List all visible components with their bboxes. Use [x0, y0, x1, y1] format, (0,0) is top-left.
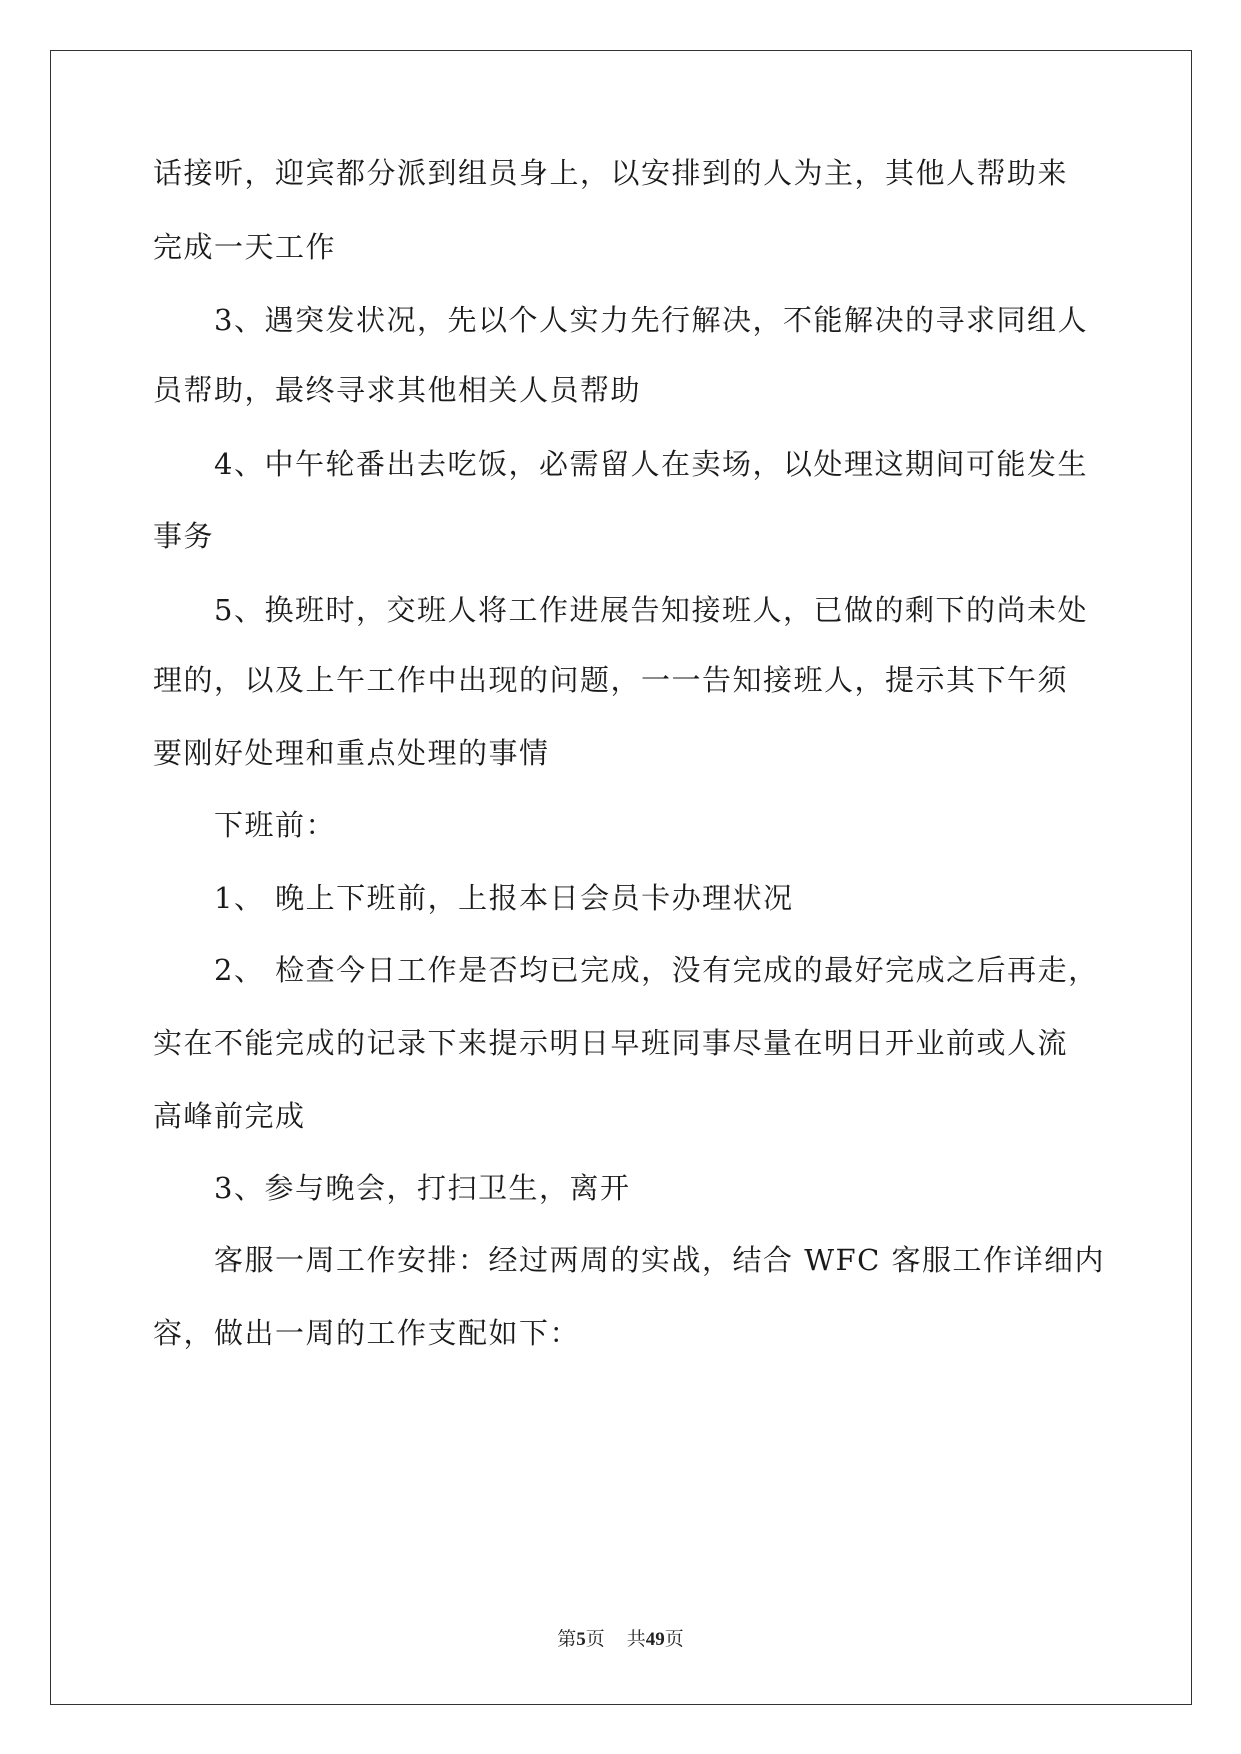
paragraph-line: 3、遇突发状况，先以个人实力先行解决，不能解决的寻求同组人 — [214, 303, 1088, 337]
footer-total-suffix: 页 — [664, 1629, 684, 1650]
text-line: 高峰前完成 — [153, 1099, 306, 1133]
text-line: 理的，以及上午工作中出现的问题，一一告知接班人，提示其下午须 — [153, 663, 1069, 697]
page-number: 5 — [576, 1629, 586, 1650]
text-line: 实在不能完成的记录下来提示明日早班同事尽量在明日开业前或人流 — [153, 1026, 1069, 1060]
text-line: 容，做出一周的工作支配如下： — [153, 1316, 581, 1350]
footer-page-suffix: 页 — [585, 1629, 605, 1650]
section-heading: 下班前： — [214, 808, 337, 842]
footer-total-prefix: 共 — [626, 1629, 646, 1650]
text-line: 话接听，迎宾都分派到组员身上，以安排到的人为主，其他人帮助来 — [153, 156, 1069, 190]
footer-prefix: 第 — [557, 1629, 577, 1650]
paragraph-line: 4、中午轮番出去吃饭，必需留人在卖场，以处理这期间可能发生 — [214, 447, 1088, 481]
text-line: 要刚好处理和重点处理的事情 — [153, 736, 550, 770]
page-footer — [0, 1628, 1241, 1652]
text-line: 员帮助，最终寻求其他相关人员帮助 — [153, 373, 642, 407]
paragraph-line: 客服一周工作安排：经过两周的实战，结合 WFC 客服工作详细内 — [214, 1243, 1106, 1277]
paragraph-line: 2、 检查今日工作是否均已完成，没有完成的最好完成之后再走， — [214, 953, 1099, 987]
paragraph-line: 3、参与晚会，打扫卫生，离开 — [214, 1171, 631, 1205]
text-line: 完成一天工作 — [153, 230, 337, 264]
text-line: 事务 — [153, 519, 215, 553]
paragraph-line: 1、 晚上下班前，上报本日会员卡办理状况 — [214, 881, 794, 915]
paragraph-line: 5、换班时，交班人将工作进展告知接班人，已做的剩下的尚未处 — [214, 593, 1088, 627]
total-pages: 49 — [645, 1629, 665, 1650]
